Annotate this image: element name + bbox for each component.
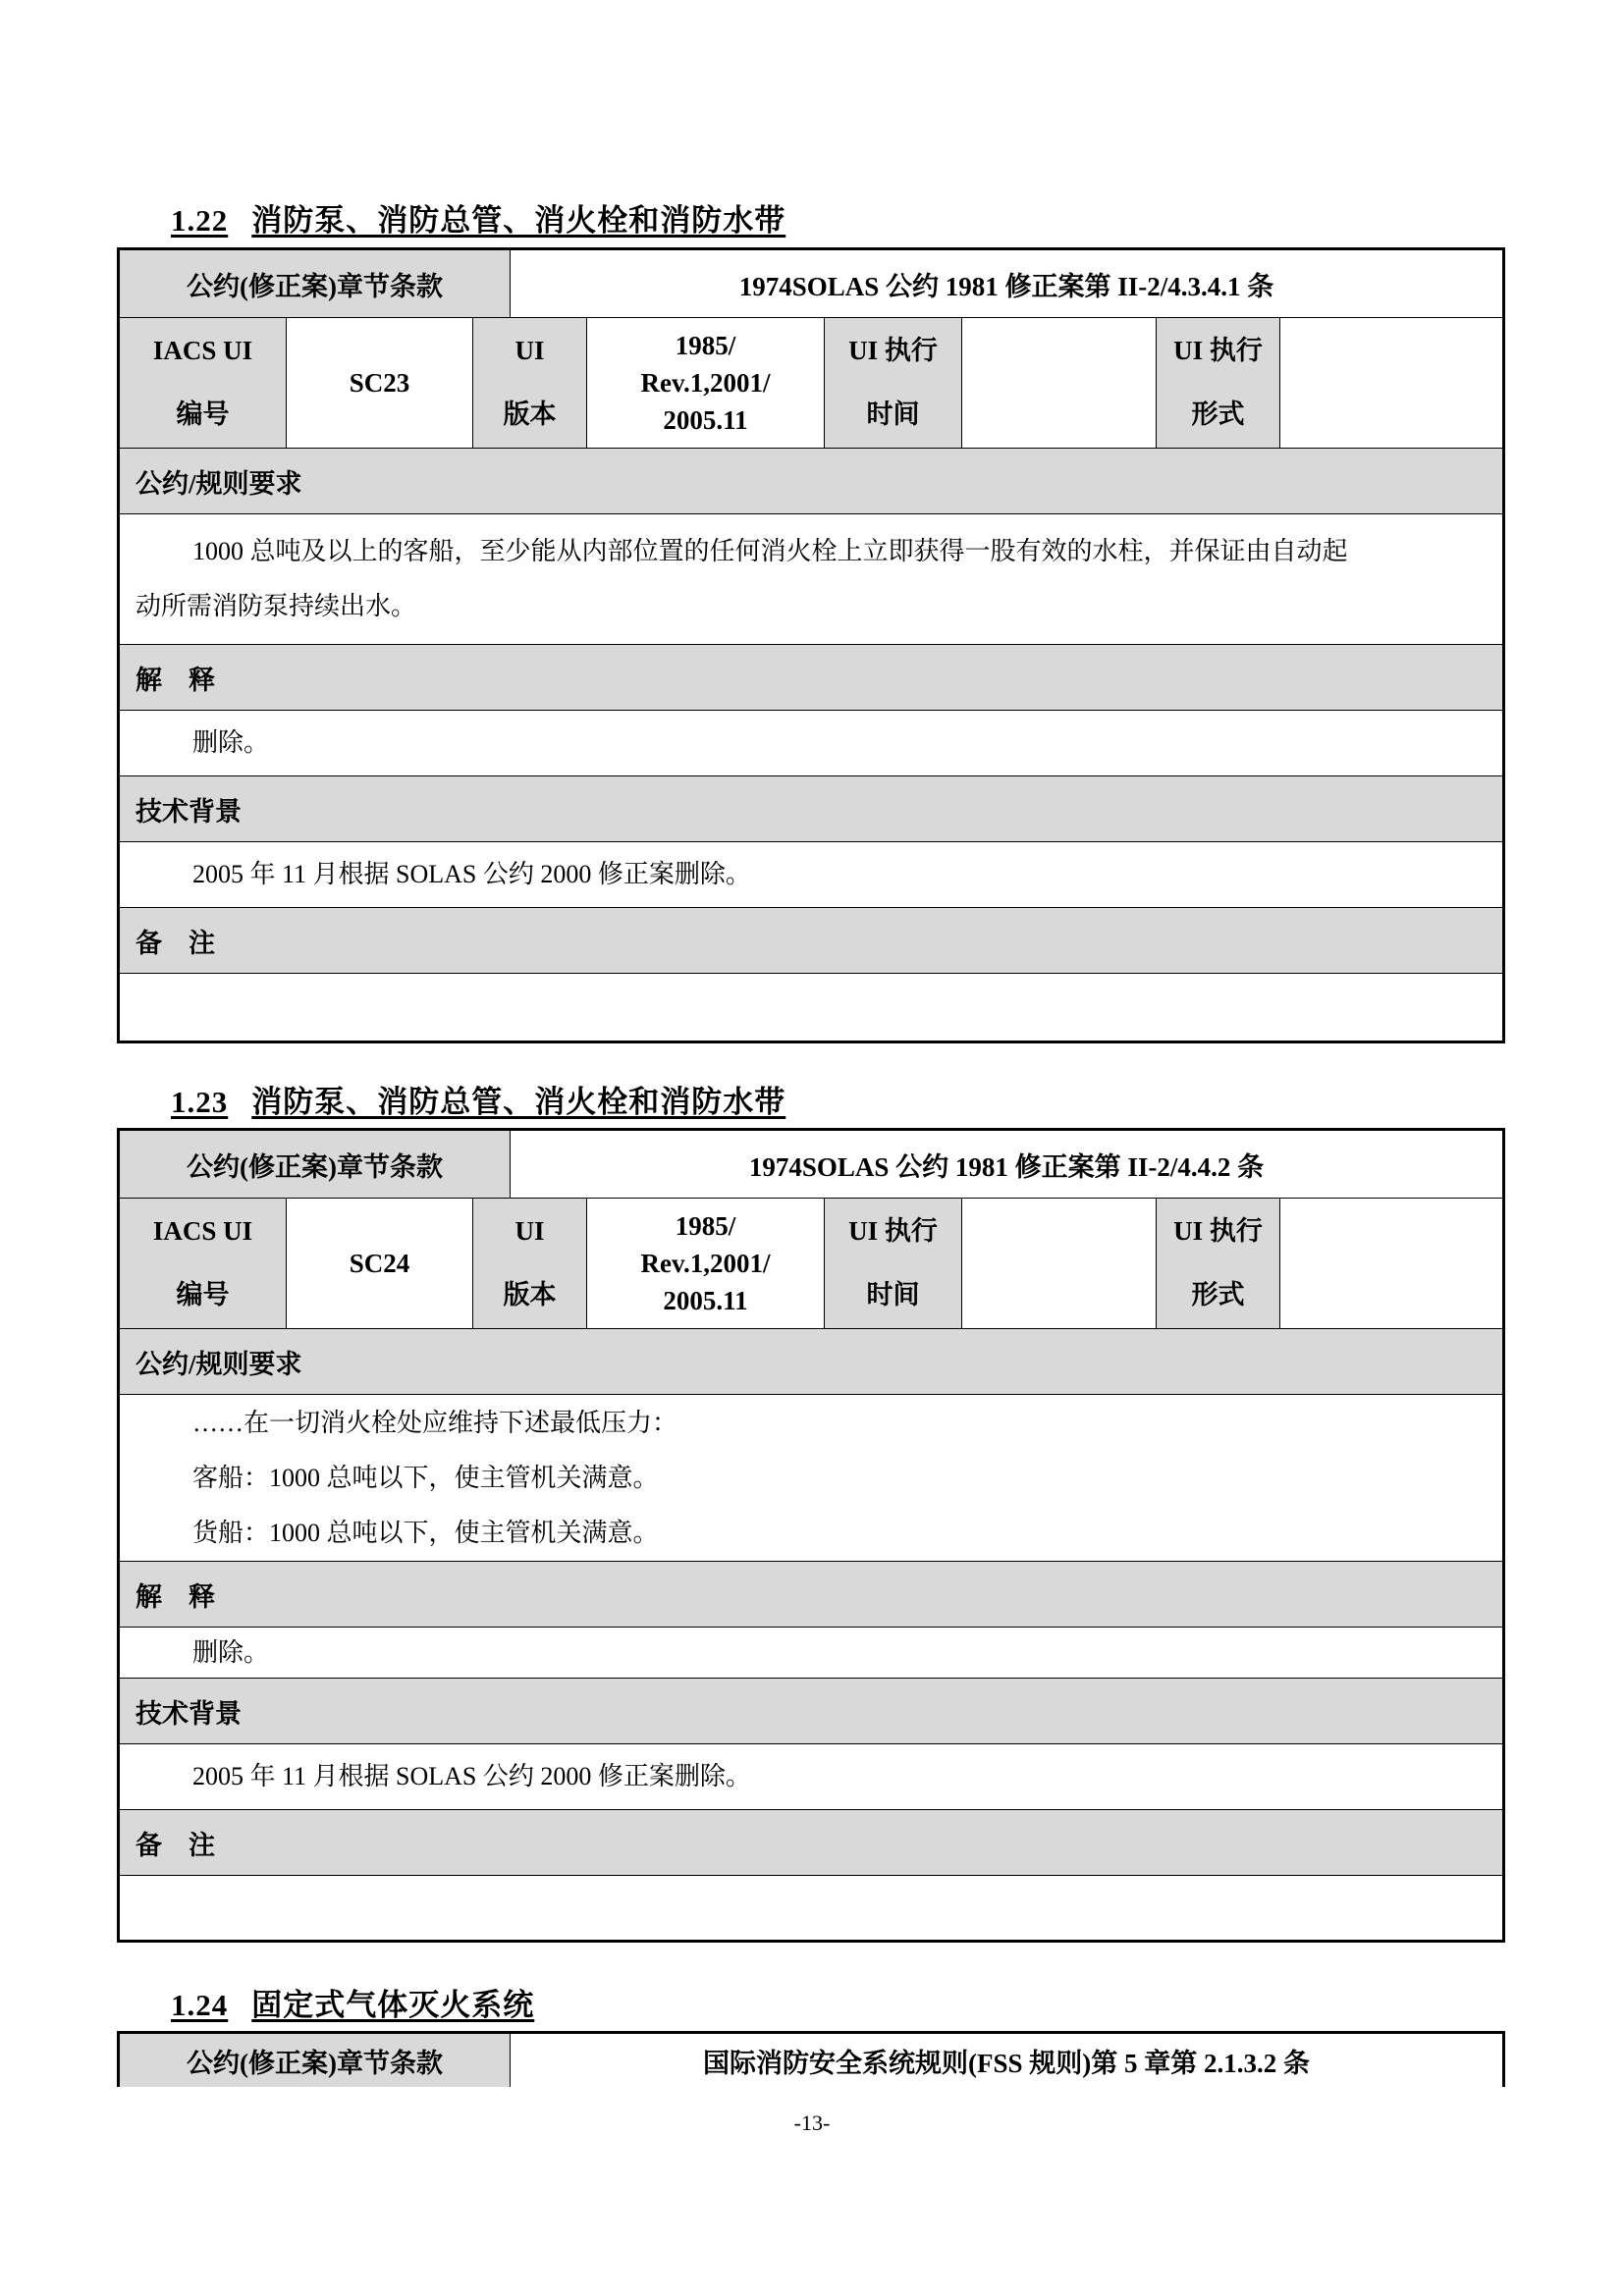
remarks-header: 备 注 <box>120 908 1502 974</box>
ui-info-row <box>120 318 1502 449</box>
clause-value: 国际消防安全系统规则(FSS 规则)第 5 章第 2.1.3.2 条 <box>510 2034 1502 2087</box>
interpretation-text: 删除。 <box>192 1637 270 1667</box>
clause-label: 公约(修正案)章节条款 <box>120 2034 510 2087</box>
ui-version-label: UI 版本 <box>472 1199 586 1328</box>
ui-exec-form-label: UI 执行 形式 <box>1156 1199 1279 1328</box>
requirements-line: 客船：1000 总吨以下，使主管机关满意。 <box>192 1463 659 1492</box>
clause-label: 公约(修正案)章节条款 <box>120 1131 510 1198</box>
section-title-1-22 <box>171 204 785 238</box>
clause-value: 1974SOLAS 公约 1981 修正案第 II-2/4.3.4.1 条 <box>510 250 1502 317</box>
table-1-23 <box>117 1128 1505 1943</box>
clause-label: 公约(修正案)章节条款 <box>120 250 510 317</box>
iacs-ui-value: SC23 <box>286 318 472 448</box>
table-1-24 <box>117 2031 1505 2087</box>
section-heading: 固定式气体灭火系统 <box>251 1988 535 2022</box>
iacs-ui-label: IACS UI 编号 <box>120 318 286 448</box>
ui-version-value: 1985/ Rev.1,2001/ 2005.11 <box>586 1199 824 1328</box>
ui-exec-time-value <box>961 318 1156 448</box>
requirements-body <box>120 514 1502 645</box>
ui-version-value: 1985/ Rev.1,2001/ 2005.11 <box>586 318 824 448</box>
background-text: 2005 年 11 月根据 SOLAS 公约 2000 修正案删除。 <box>192 860 751 888</box>
clause-row <box>120 2034 1502 2087</box>
background-body <box>120 842 1502 908</box>
section-number: 1.24 <box>171 1988 229 2022</box>
ui-exec-time-label: UI 执行 时间 <box>824 1199 961 1328</box>
background-body <box>120 1744 1502 1810</box>
requirements-body <box>120 1395 1502 1562</box>
section-heading: 消防泵、消防总管、消火栓和消防水带 <box>251 203 786 238</box>
remarks-body <box>120 1876 1502 1943</box>
background-text: 2005 年 11 月根据 SOLAS 公约 2000 修正案删除。 <box>192 1762 751 1790</box>
page-number: -13- <box>793 2110 831 2135</box>
interpretation-header: 解 释 <box>120 645 1502 711</box>
background-header: 技术背景 <box>120 776 1502 842</box>
remarks-header: 备 注 <box>120 1810 1502 1876</box>
requirements-line: 货船：1000 总吨以下，使主管机关满意。 <box>192 1518 659 1547</box>
requirements-line: ……在一切消火栓处应维持下述最低压力： <box>192 1408 678 1437</box>
section-heading: 消防泵、消防总管、消火栓和消防水带 <box>251 1085 786 1119</box>
ui-exec-time-value <box>961 1199 1156 1328</box>
requirements-line: 1000 总吨及以上的客船，至少能从内部位置的任何消火栓上立即获得一股有效的水柱，并保证由自动起 <box>192 537 1348 565</box>
iacs-ui-label: IACS UI 编号 <box>120 1199 286 1328</box>
iacs-ui-value: SC24 <box>286 1199 472 1328</box>
ui-exec-form-value <box>1279 318 1502 448</box>
requirements-header: 公约/规则要求 <box>120 1329 1502 1395</box>
clause-row <box>120 250 1502 318</box>
requirements-line: 动所需消防泵持续出水。 <box>135 592 417 620</box>
ui-exec-form-label: UI 执行 形式 <box>1156 318 1279 448</box>
ui-version-label: UI 版本 <box>472 318 586 448</box>
section-title-1-23 <box>171 1086 785 1119</box>
background-header: 技术背景 <box>120 1679 1502 1744</box>
ui-info-row <box>120 1199 1502 1329</box>
section-title-1-24 <box>171 1989 534 2022</box>
ui-exec-form-value <box>1279 1199 1502 1328</box>
remarks-body <box>120 974 1502 1041</box>
clause-value: 1974SOLAS 公约 1981 修正案第 II-2/4.4.2 条 <box>510 1131 1502 1198</box>
interpretation-body <box>120 711 1502 776</box>
clause-row <box>120 1131 1502 1199</box>
interpretation-text: 删除。 <box>192 728 270 757</box>
interpretation-body <box>120 1628 1502 1679</box>
section-number: 1.23 <box>171 1085 229 1119</box>
table-1-22 <box>117 247 1505 1043</box>
ui-exec-time-label: UI 执行 时间 <box>824 318 961 448</box>
section-number: 1.22 <box>171 203 229 238</box>
requirements-header: 公约/规则要求 <box>120 449 1502 514</box>
interpretation-header: 解 释 <box>120 1562 1502 1628</box>
